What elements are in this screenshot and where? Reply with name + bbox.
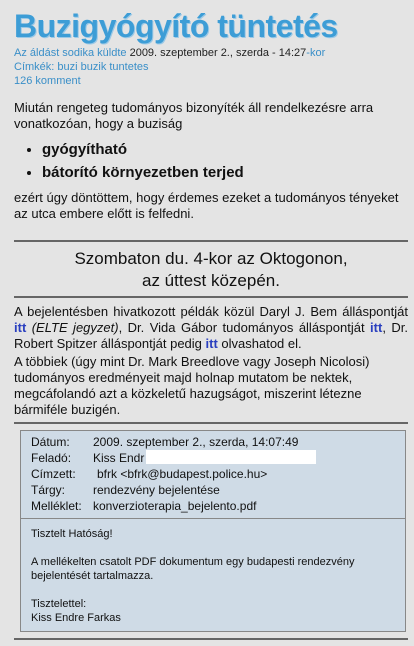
article-body [14, 304, 408, 418]
bullet-list [14, 138, 408, 184]
email-subject-row [31, 482, 397, 498]
redaction-box [146, 450, 316, 464]
post-title[interactable]: Buzigyógyító tüntetés [14, 8, 338, 44]
email-headers [21, 431, 405, 519]
email-closing: Tisztelettel: [31, 598, 87, 610]
source-link-bem[interactable]: itt [14, 320, 27, 335]
conclusion-paragraph: ezért úgy döntöttem, hogy érdemes ezeket a tudományos tényeket az utca embere előtt is felfedni. [14, 190, 399, 221]
email-attachment-row [31, 498, 397, 514]
tags-link[interactable]: buzi buzik tuntetes [57, 61, 149, 73]
email-from-label: Feladó: [31, 451, 72, 465]
email-quote [20, 430, 406, 632]
tags-row [14, 60, 408, 74]
email-to-value: bfrk <bfrk@budapest.police.hu> [97, 467, 268, 481]
source-link-spitzer[interactable]: itt [205, 336, 218, 351]
comments-row [14, 74, 408, 88]
bullet-item-2: • bátorító környezetben terjed [42, 161, 408, 184]
others-paragraph: A többiek (úgy mint Dr. Mark Breedlove vagy Joseph Nicolosi) tudományos eredményeit majd holnap mutatom be nektek, megcáfolandó azt a közkeletű hazugságot, miszerint létezne bármiféle buzigén. [14, 354, 370, 417]
divider-middle [14, 296, 408, 298]
email-date-label: Dátum: [31, 435, 70, 449]
comments-link[interactable]: 126 komment [14, 75, 81, 87]
email-signature: Kiss Endre Farkas [31, 612, 121, 624]
sources-text-d: , Dr. Robert Spitzer álláspontját pedig [14, 320, 409, 351]
bullet-item-1: • gyógyítható [42, 138, 408, 161]
email-from-value: Kiss Endr [93, 451, 145, 465]
email-subject-label: Tárgy: [31, 483, 66, 497]
meta-prefix: Az áldást sodika küldte [14, 47, 127, 59]
tags-label: Címkék: [14, 61, 55, 73]
sources-text-e: olvashatod el. [217, 336, 302, 351]
email-subject-value: rendezvény bejelentése [93, 483, 220, 497]
email-to-row [31, 466, 397, 482]
sources-text-a: A bejelentésben hivatkozott példák közül Daryl J. Bem álláspontját [14, 304, 408, 319]
post-meta [14, 46, 408, 60]
email-from-row [31, 450, 397, 466]
divider-top [14, 240, 408, 242]
meta-suffix: -kor [306, 47, 326, 59]
sources-paragraph [14, 304, 408, 352]
email-attachment-label: Melléklet: [31, 499, 82, 513]
email-body [21, 519, 405, 631]
divider-email [14, 422, 408, 424]
intro-paragraph: Miután rengeteg tudományos bizonyíték áll rendelkezésre arra vonatkozóan, hogy a buziság [14, 100, 374, 131]
divider-bottom [14, 638, 408, 640]
email-attachment-value[interactable]: konverzioterapia_bejelento.pdf [93, 499, 257, 513]
sources-text-c: , Dr. Vida Gábor tudományos álláspontját [118, 320, 371, 335]
email-date-row [31, 434, 397, 450]
email-greeting: Tisztelt Hatóság! [31, 528, 113, 540]
post-date-link[interactable]: 2009. szeptember 2., szerda - 14:27 [129, 47, 307, 59]
callout-line-1: Szombaton du. 4-kor az Oktogonon, [74, 249, 348, 268]
email-body-text: A mellékelten csatolt PDF dokumentum egy budapesti rendezvény bejelentését tartalmazza. [31, 556, 355, 582]
callout-line-2: az úttest közepén. [142, 271, 280, 290]
email-date-value: 2009. szeptember 2., szerda, 14:07:49 [93, 435, 299, 449]
source-note-elte: (ELTE jegyzet) [26, 320, 119, 335]
email-to-label: Címzett: [31, 467, 76, 481]
source-link-vida[interactable]: itt [370, 320, 383, 335]
callout [14, 248, 408, 292]
